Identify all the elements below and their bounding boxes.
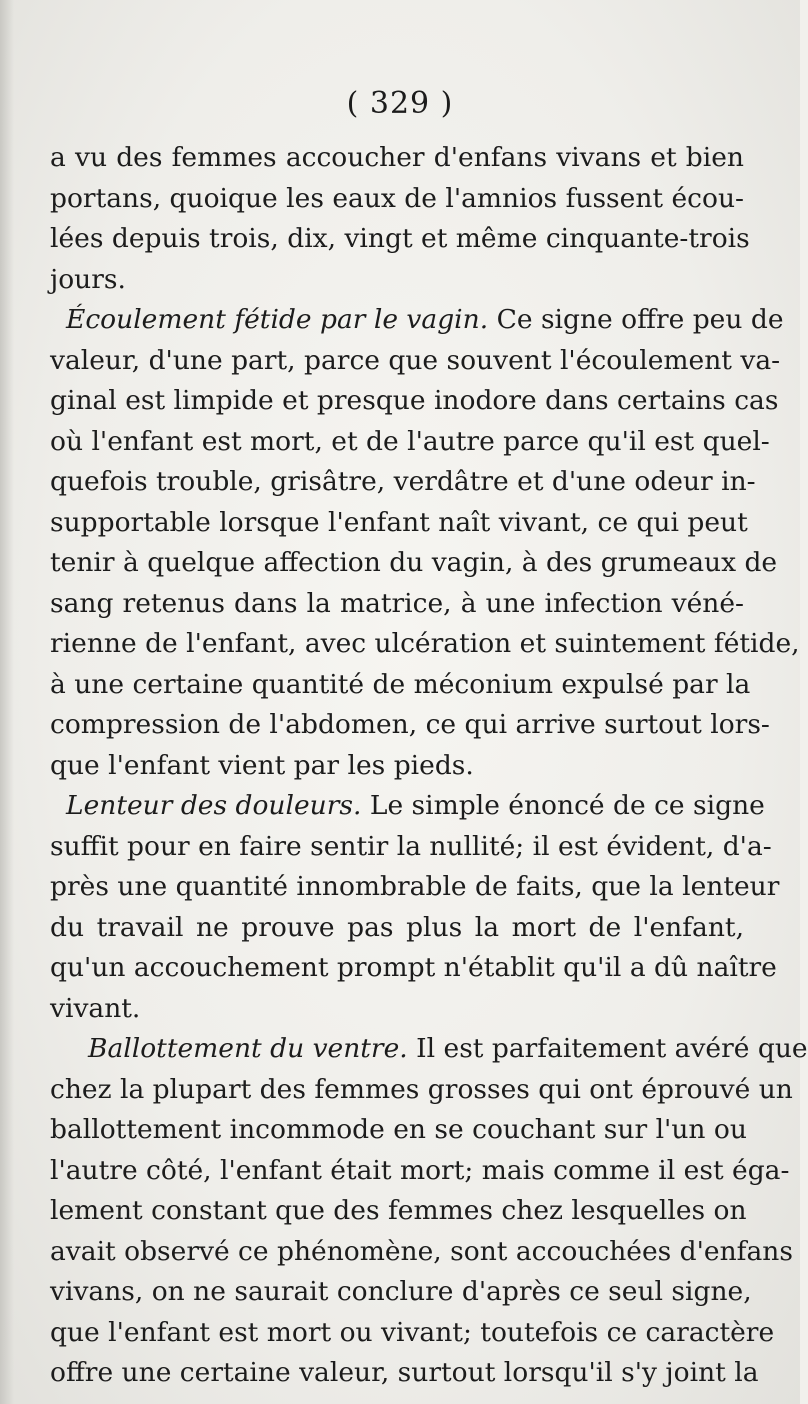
text-line: jours. — [50, 263, 126, 295]
text-line: l'autre côté, l'enfant était mort; mais comme il est éga- — [50, 1154, 790, 1186]
text-line: vivant. — [50, 992, 141, 1024]
text-line: tenir à quelque affection du vagin, à des grumeaux de — [50, 547, 778, 578]
text-line: offre une certaine valeur, surtout lorsqu'il s'y joint la — [50, 1357, 759, 1388]
text-line: rienne de l'enfant, avec ulcération et suintement fétide, — [50, 628, 800, 659]
text-line: avait observé ce phénomène, sont accouchées d'enfans — [50, 1235, 793, 1267]
text-line: chez la plupart des femmes grosses qui ont éprouvé un — [50, 1073, 793, 1105]
text-line: ginal est limpide et presque inodore dans certains cas — [50, 385, 779, 416]
page-number: ( 329 ) — [346, 86, 454, 121]
text-line: lées depuis trois, dix, vingt et même cinquante-trois — [50, 223, 750, 254]
text-line: supportable lorsque l'enfant naît vivant, ce qui peut — [50, 506, 748, 538]
text-line: à une certaine quantité de méconium expulsé par la — [50, 668, 751, 700]
text-line: suffit pour en faire sentir la nullité; il est évident, d'a- — [50, 830, 772, 862]
section-heading-ecoulement: Écoulement fétide par le vagin. — [66, 304, 489, 335]
section-heading-line: Lenteur des douleurs. Le simple énoncé de ce signe — [66, 790, 765, 821]
text-line: compression de l'abdomen, ce qui arrive surtout lors- — [50, 709, 770, 740]
text-line: vivans, on ne saurait conclure d'après ce seul signe, — [50, 1276, 752, 1307]
text-line: lement constant que des femmes chez lesquelles on — [50, 1195, 747, 1226]
text-line: ballottement incommode en se couchant sur l'un ou — [50, 1114, 747, 1145]
text-line: portans, quoique les eaux de l'amnios fussent écou- — [50, 182, 744, 214]
text-line: que l'enfant vient par les pieds. — [50, 749, 474, 781]
text-line: sang retenus dans la matrice, à une infection véné- — [50, 587, 744, 619]
text-line: valeur, d'une part, parce que souvent l'écoulement va- — [50, 344, 781, 376]
text-line: que l'enfant est mort ou vivant; toutefois ce caractère — [50, 1316, 775, 1348]
section-heading-line: Ballottement du ventre. Il est parfaitement avéré que — [88, 1033, 808, 1064]
text-line: près une quantité innombrable de faits, que la lenteur — [50, 871, 780, 902]
section-heading-line: Écoulement fétide par le vagin. Ce signe offre peu de — [66, 304, 784, 335]
text-line: quefois trouble, grisâtre, verdâtre et d'une odeur in- — [50, 466, 756, 497]
body-text — [50, 138, 808, 1394]
page-edge-shadow — [0, 0, 14, 1404]
text-line: du travail ne prouve pas plus la mort de l'enfant, — [50, 911, 744, 943]
section-heading-lenteur: Lenteur des douleurs. — [66, 790, 362, 821]
text-line: où l'enfant est mort, et de l'autre parce qu'il est quel- — [50, 425, 770, 457]
section-heading-ballottement: Ballottement du ventre. — [88, 1033, 408, 1064]
text-line: qu'un accouchement prompt n'établit qu'il a dû naître — [50, 952, 777, 983]
text-line: a vu des femmes accoucher d'enfans vivans et bien — [50, 142, 744, 173]
